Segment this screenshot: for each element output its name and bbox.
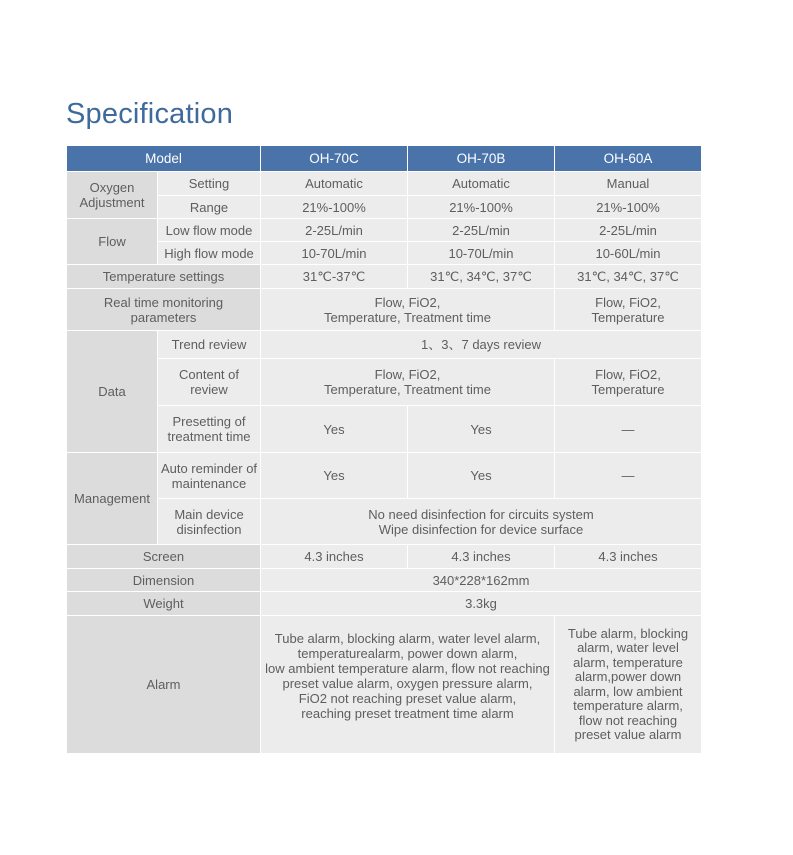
screen-value-oh70b: 4.3 inches — [408, 545, 555, 569]
specification-table — [66, 145, 702, 754]
monitoring-value-oh60a: Flow, FiO2, Temperature — [555, 289, 702, 331]
header-model-oh60a: OH-60A — [555, 146, 702, 172]
table-row — [67, 331, 702, 359]
dimension-label: Dimension — [67, 569, 261, 592]
page-title: Specification — [66, 98, 234, 130]
content-review-label: Content of review — [158, 359, 261, 406]
setting-value-oh60a: Manual — [555, 172, 702, 196]
table-row — [67, 265, 702, 289]
weight-value: 3.3kg — [261, 592, 702, 616]
table-row — [67, 406, 702, 453]
range-value-oh70b: 21%-100% — [408, 196, 555, 219]
header-model-label: Model — [67, 146, 261, 172]
temperature-value-oh70b: 31℃, 34℃, 37℃ — [408, 265, 555, 289]
data-label: Data — [67, 331, 158, 453]
table-row — [67, 172, 702, 196]
content-review-value-oh70: Flow, FiO2, Temperature, Treatment time — [261, 359, 555, 406]
table-row — [67, 499, 702, 545]
alarm-label: Alarm — [67, 616, 261, 754]
preset-treatment-value-oh70b: Yes — [408, 406, 555, 453]
range-value-oh70c: 21%-100% — [261, 196, 408, 219]
low-flow-value-oh60a: 2-25L/min — [555, 219, 702, 242]
screen-value-oh70c: 4.3 inches — [261, 545, 408, 569]
maintenance-reminder-value-oh70c: Yes — [261, 453, 408, 499]
table-row — [67, 289, 702, 331]
header-row — [67, 146, 702, 172]
trend-review-label: Trend review — [158, 331, 261, 359]
table-row — [67, 219, 702, 242]
monitoring-value-oh70: Flow, FiO2, Temperature, Treatment time — [261, 289, 555, 331]
setting-label: Setting — [158, 172, 261, 196]
high-flow-value-oh70c: 10-70L/min — [261, 242, 408, 265]
setting-value-oh70c: Automatic — [261, 172, 408, 196]
content-review-value-oh60a: Flow, FiO2, Temperature — [555, 359, 702, 406]
temperature-label: Temperature settings — [67, 265, 261, 289]
low-flow-label: Low flow mode — [158, 219, 261, 242]
table-row — [67, 592, 702, 616]
disinfection-value: No need disinfection for circuits system Wipe disinfection for device surface — [261, 499, 702, 545]
range-label: Range — [158, 196, 261, 219]
high-flow-value-oh60a: 10-60L/min — [555, 242, 702, 265]
low-flow-value-oh70c: 2-25L/min — [261, 219, 408, 242]
management-label: Management — [67, 453, 158, 545]
table-row — [67, 545, 702, 569]
table-row — [67, 242, 702, 265]
flow-label: Flow — [67, 219, 158, 265]
table-row — [67, 616, 702, 754]
range-value-oh60a: 21%-100% — [555, 196, 702, 219]
low-flow-value-oh70b: 2-25L/min — [408, 219, 555, 242]
screen-label: Screen — [67, 545, 261, 569]
high-flow-value-oh70b: 10-70L/min — [408, 242, 555, 265]
temperature-value-oh60a: 31℃, 34℃, 37℃ — [555, 265, 702, 289]
setting-value-oh70b: Automatic — [408, 172, 555, 196]
alarm-value-oh70: Tube alarm, blocking alarm, water level alarm, temperaturealarm, power down alarm, low ambient temperature alarm, flow not reaching preset value alarm, oxygen pressure alarm, FiO2 not reaching preset value alarm, reaching preset treatment time alarm — [261, 616, 555, 754]
weight-label: Weight — [67, 592, 261, 616]
table-row — [67, 359, 702, 406]
monitoring-label: Real time monitoring parameters — [67, 289, 261, 331]
preset-treatment-value-oh60a: — — [555, 406, 702, 453]
table-row — [67, 196, 702, 219]
header-model-oh70c: OH-70C — [261, 146, 408, 172]
high-flow-label: High flow mode — [158, 242, 261, 265]
oxygen-adjustment-label: Oxygen Adjustment — [67, 172, 158, 219]
maintenance-reminder-value-oh70b: Yes — [408, 453, 555, 499]
table-row — [67, 569, 702, 592]
screen-value-oh60a: 4.3 inches — [555, 545, 702, 569]
maintenance-reminder-label: Auto reminder of maintenance — [158, 453, 261, 499]
table-row — [67, 453, 702, 499]
alarm-value-oh60a: Tube alarm, blocking alarm, water level alarm, temperature alarm,power down alarm, low ambient temperature alarm, flow not reaching preset value alarm — [555, 616, 702, 754]
disinfection-label: Main device disinfection — [158, 499, 261, 545]
preset-treatment-value-oh70c: Yes — [261, 406, 408, 453]
temperature-value-oh70c: 31℃-37℃ — [261, 265, 408, 289]
header-model-oh70b: OH-70B — [408, 146, 555, 172]
preset-treatment-label: Presetting of treatment time — [158, 406, 261, 453]
maintenance-reminder-value-oh60a: — — [555, 453, 702, 499]
dimension-value: 340*228*162mm — [261, 569, 702, 592]
trend-review-value: 1、3、7 days review — [261, 331, 702, 359]
